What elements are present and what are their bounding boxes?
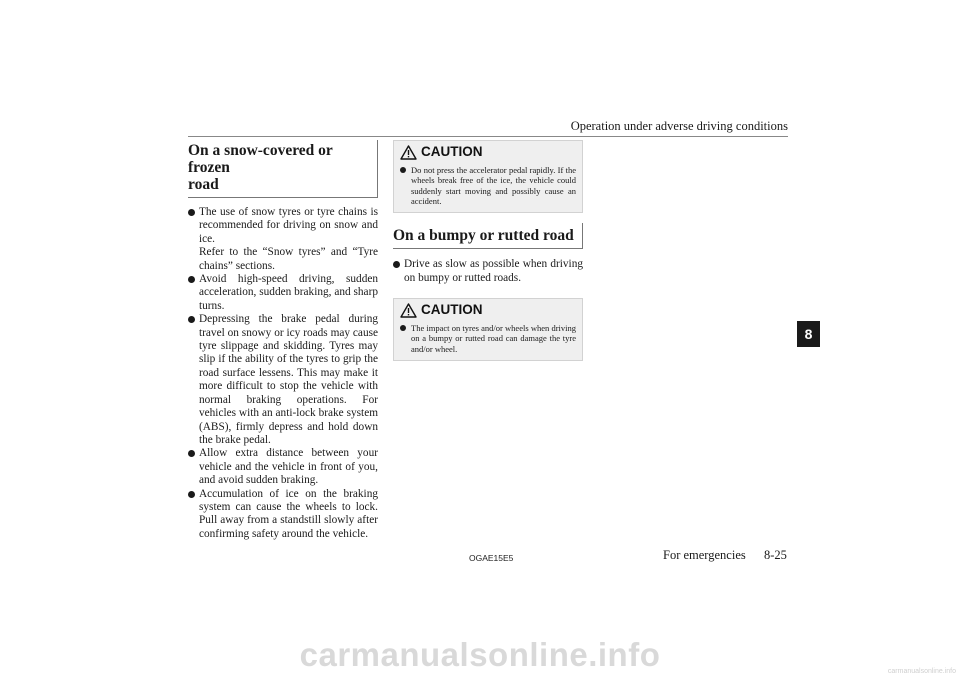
list-item-text-secondary: Refer to the “Snow tyres” and “Tyre chains” sections. <box>199 246 378 272</box>
caution-label: CAUTION <box>421 144 483 159</box>
caution-list <box>400 165 576 206</box>
bullet-dot-icon <box>393 261 400 268</box>
list-item <box>188 447 378 487</box>
caution-header <box>400 302 576 318</box>
list-item-text: The use of snow tyres or tyre chains is recommended for driving on snow and ice. <box>199 206 378 245</box>
header-rule <box>188 136 788 137</box>
bullet-dot-icon <box>188 491 195 498</box>
footer-page-number: 8-25 <box>764 548 787 562</box>
warning-triangle-icon <box>400 303 417 318</box>
running-header: Operation under adverse driving conditions <box>570 119 788 133</box>
list-item-text: Allow extra distance between your vehicle and the vehicle in front of you, and avoid sudden braking. <box>199 447 378 487</box>
bullet-dot-icon <box>188 209 195 216</box>
list-item-text: Depressing the brake pedal during travel on snowy or icy roads may cause tyre slippage and skidding. Tyres may slip if the ability of the tyres to grip the road surface lessens. This may make it more difficult to stop the vehicle with normal braking operations. For vehicles with an anti-lock brake system (ABS), firmly depress and hold down the brake pedal. <box>199 313 378 446</box>
footer-doc-code: OGAE15E5 <box>469 553 514 563</box>
warning-triangle-icon <box>400 145 417 160</box>
footer-section-name: For emergencies <box>663 548 746 562</box>
list-item <box>188 206 378 273</box>
bullet-dot-icon <box>188 450 195 457</box>
list-item <box>188 313 378 447</box>
bullet-dot-icon <box>188 276 195 283</box>
left-column <box>188 140 378 541</box>
caution-box-bumpy <box>393 298 583 361</box>
section-heading-line-2: road <box>188 176 219 193</box>
list-item-text: Avoid high-speed driving, sudden acceleration, sudden braking, and sharp turns. <box>199 273 378 312</box>
bumpy-bullet-list <box>393 258 583 285</box>
list-item-text: The impact on tyres and/or wheels when driving on a bumpy or rutted road can damage the tyre and/or wheel. <box>411 323 576 354</box>
section-heading-line-1: On a snow-covered or frozen <box>188 142 333 176</box>
list-item <box>400 165 576 206</box>
caution-box-ice <box>393 140 583 213</box>
caution-label: CAUTION <box>421 302 483 317</box>
section-heading-bumpy: On a bumpy or rutted road <box>393 223 583 249</box>
watermark-small: carmanualsonline.info <box>887 668 956 675</box>
watermark: carmanualsonline.info <box>299 636 661 673</box>
list-item <box>188 273 378 313</box>
snow-bullet-list <box>188 206 378 541</box>
list-item-text: Drive as slow as possible when driving on bumpy or rutted roads. <box>404 258 583 284</box>
middle-column <box>393 140 583 361</box>
list-item <box>188 488 378 542</box>
chapter-tab: 8 <box>797 321 820 347</box>
bullet-dot-icon <box>400 167 406 173</box>
bullet-dot-icon <box>188 316 195 323</box>
bullet-dot-icon <box>400 325 406 331</box>
list-item-text: Accumulation of ice on the braking system can cause the wheels to lock. Pull away from a standstill slowly after confirming safety around the vehicle. <box>199 487 378 540</box>
caution-header <box>400 144 576 160</box>
caution-list <box>400 323 576 354</box>
list-item <box>400 323 576 354</box>
section-heading-snow <box>188 140 378 198</box>
list-item <box>393 258 583 285</box>
list-item-text: Do not press the accelerator pedal rapidly. If the wheels break free of the ice, the vehicle could suddenly start moving and possibly cause an accident. <box>411 165 576 206</box>
